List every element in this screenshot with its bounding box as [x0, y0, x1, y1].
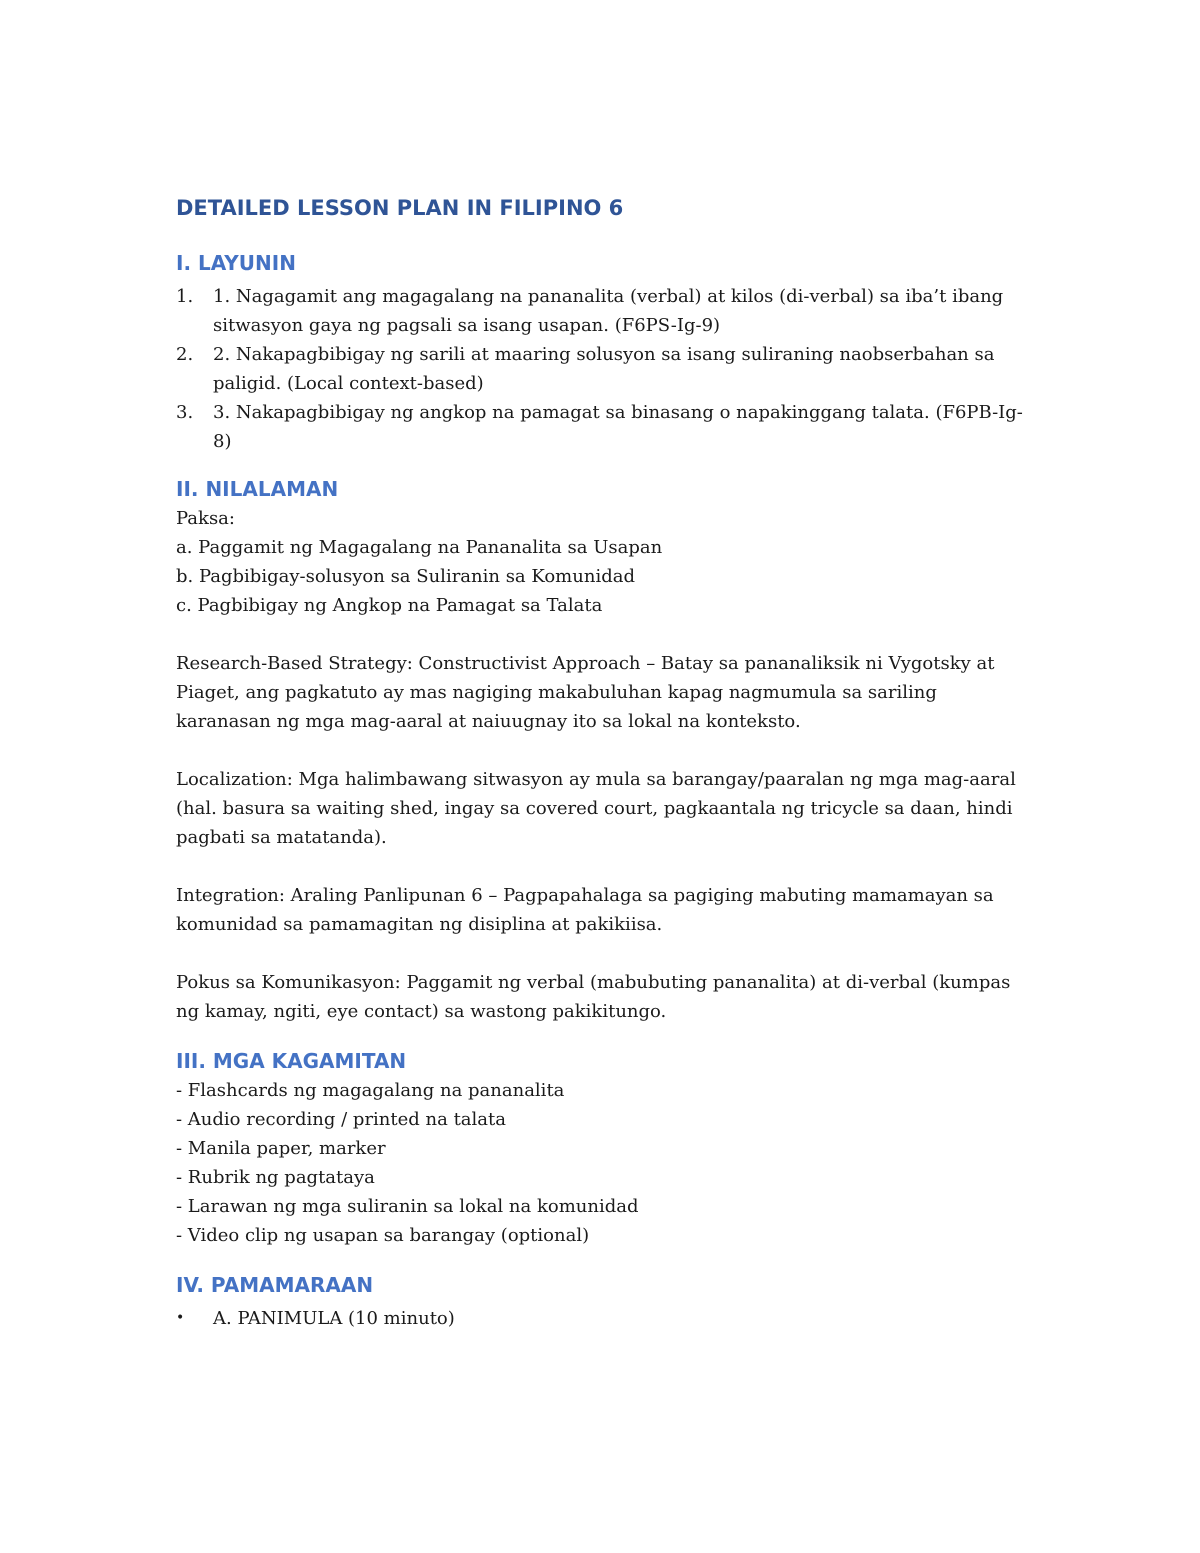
list-item-text: 1. Nagagamit ang magagalang na pananalita (verbal) at kilos (di-verbal) sa iba’t ibang sitwasyon gaya ng pagsali sa isang usapan. (F6PS-Ig-9): [213, 286, 1004, 336]
localization-paragraph: Localization: Mga halimbawang sitwasyon ay mula sa barangay/paaralan ng mga mag-aaral (hal. basura sa waiting shed, ingay sa covered court, pagkaantala ng tricycle sa daan, hindi pagbati sa matatanda).: [176, 769, 1016, 848]
topic-item: b. Pagbibigay-solusyon sa Suliranin sa Komunidad: [176, 566, 635, 587]
procedure-list: [176, 1304, 1036, 1333]
section-heading-layunin: I. LAYUNIN: [176, 251, 296, 275]
list-number: 2.: [176, 344, 194, 365]
list-number: 1.: [176, 286, 194, 307]
topic-item: a. Paggamit ng Magagalang na Pananalita sa Usapan: [176, 537, 663, 558]
list-item: [176, 282, 1036, 340]
list-item: - Flashcards ng magagalang na pananalita: [176, 1080, 565, 1101]
list-item: [176, 1304, 1036, 1333]
strategy-paragraph: Research-Based Strategy: Constructivist Approach – Batay sa pananaliksik ni Vygotsky at Piaget, ang pagkatuto ay mas nagiging makabuluhan kapag nagmumula sa sariling karanasan ng mga mag-aaral at naiuugnay ito sa lokal na konteksto.: [176, 653, 995, 732]
bullet-icon: •: [176, 1310, 185, 1326]
section-heading-kagamitan: III. MGA KAGAMITAN: [176, 1049, 407, 1073]
section-heading-pamamaraan: IV. PAMAMARAAN: [176, 1273, 374, 1297]
materials-list: [176, 1076, 1036, 1250]
list-item-text: 3. Nakapagbibigay ng angkop na pamagat sa binasang o napakinggang talata. (F6PB-Ig-8): [213, 402, 1023, 452]
list-item-text: 2. Nakapagbibigay ng sarili at maaring solusyon sa isang suliraning naobserbahan sa paligid. (Local context-based): [213, 344, 995, 394]
list-item-text: A. PANIMULA (10 minuto): [213, 1308, 455, 1329]
list-item: [176, 340, 1036, 398]
list-item: - Manila paper, marker: [176, 1138, 386, 1159]
section-heading-nilalaman: II. NILALAMAN: [176, 477, 339, 501]
objectives-list: [176, 282, 1036, 456]
document-page: [176, 192, 1036, 1333]
paksa-block: [176, 504, 1036, 620]
list-item: [176, 398, 1036, 456]
document-title: DETAILED LESSON PLAN IN FILIPINO 6: [176, 196, 624, 220]
list-item: - Rubrik ng pagtataya: [176, 1167, 375, 1188]
list-item: - Larawan ng mga suliranin sa lokal na komunidad: [176, 1196, 639, 1217]
list-number: 3.: [176, 402, 194, 423]
pokus-paragraph: Pokus sa Komunikasyon: Paggamit ng verbal (mabubuting pananalita) at di-verbal (kumpas ng kamay, ngiti, eye contact) sa wastong pakikitungo.: [176, 972, 1011, 1022]
topic-item: c. Pagbibigay ng Angkop na Pamagat sa Talata: [176, 595, 603, 616]
list-item: - Audio recording / printed na talata: [176, 1109, 506, 1130]
integration-paragraph: Integration: Araling Panlipunan 6 – Pagpapahalaga sa pagiging mabuting mamamayan sa komunidad sa pamamagitan ng disiplina at pakikiisa.: [176, 885, 994, 935]
list-item: - Video clip ng usapan sa barangay (optional): [176, 1225, 590, 1246]
paksa-label: Paksa:: [176, 508, 235, 529]
